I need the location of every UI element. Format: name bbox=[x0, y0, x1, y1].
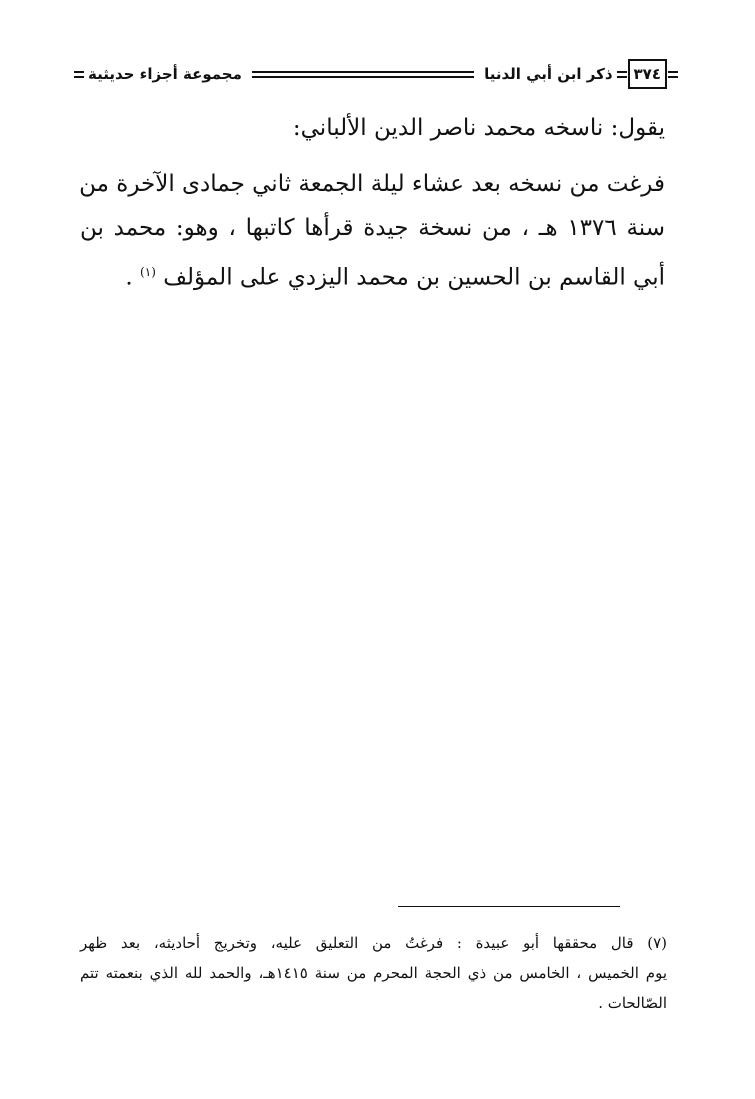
paragraph-end: . bbox=[125, 264, 141, 291]
paragraph-line-last bbox=[80, 250, 665, 300]
paragraph-line: فرغت من نسخه بعد عشاء ليلة الجمعة ثاني جمادى الآخرة من bbox=[79, 171, 665, 197]
footnote-line: يوم الخميس ، الخامس من ذي الحجة المحرم من سنة ١٤١٥هـ، والحمد لله الذي بنعمته تتم bbox=[80, 964, 667, 982]
paragraph-line-text: أبي القاسم بن الحسين بن محمد اليزدي على المؤلف bbox=[163, 264, 665, 291]
colophon-paragraph bbox=[80, 162, 665, 300]
header-rule-middle bbox=[252, 71, 474, 78]
footnote-line: (٧) قال محققها أبو عبيدة : فرغتُ من التعليق عليه، وتخريج أحاديثه، بعد ظهر bbox=[80, 934, 667, 952]
footnote bbox=[80, 928, 667, 1018]
footnote-separator bbox=[398, 906, 620, 907]
header-rule-right bbox=[668, 71, 678, 78]
paragraph-line: سنة ١٣٧٦ هـ ، من نسخة جيدة قرأها كاتبها ، وهو: محمد بن bbox=[80, 215, 665, 241]
book-title: ذكر ابن أبي الدنيا bbox=[484, 65, 613, 83]
footnote-reference[interactable]: (١) bbox=[140, 265, 156, 279]
footnote-line-last: الصّالحات . bbox=[598, 994, 667, 1012]
series-title: مجموعة أجزاء حديثية bbox=[88, 65, 242, 83]
header-rule-separator bbox=[617, 71, 627, 78]
page-number: ٣٧٤ bbox=[628, 59, 667, 89]
header-rule-left bbox=[74, 71, 84, 78]
copyist-statement: يقول: ناسخه محمد ناصر الدين الألباني: bbox=[292, 115, 665, 141]
running-header bbox=[74, 54, 678, 94]
